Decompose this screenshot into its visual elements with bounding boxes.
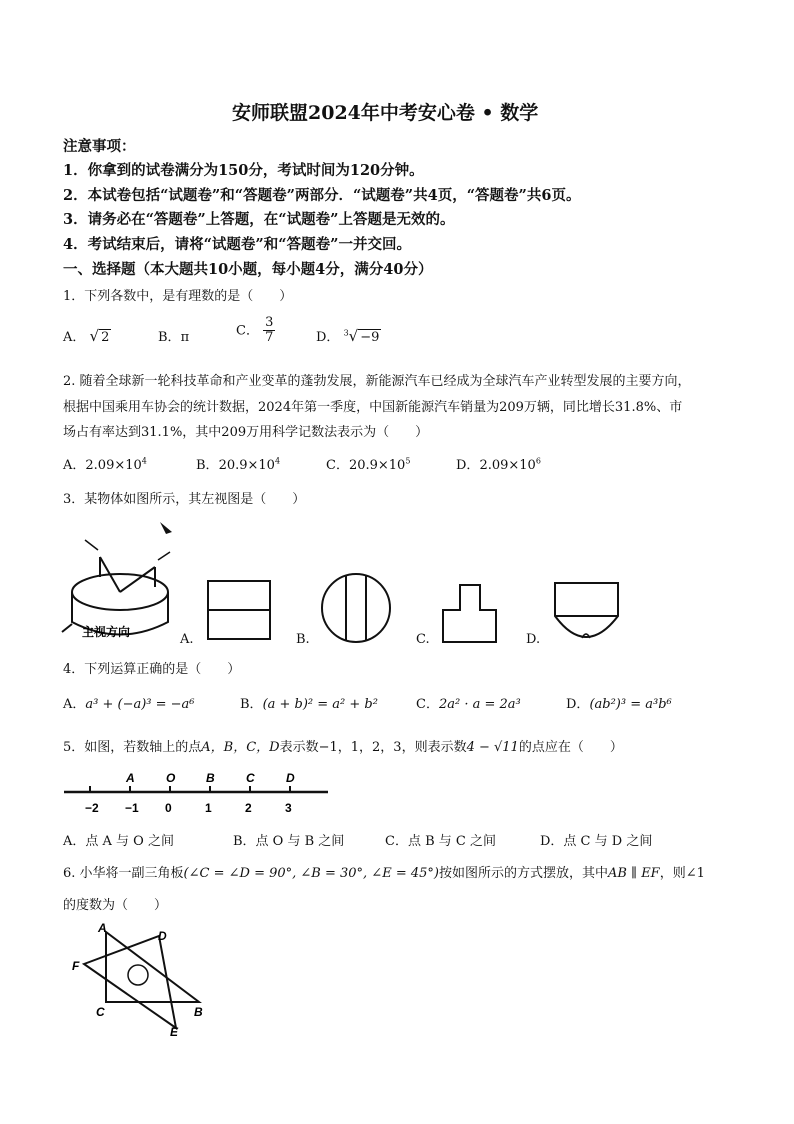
q5-option-c: C．点 B 与 C 之间 xyxy=(385,834,496,849)
number-line-tick-label: 0 xyxy=(165,801,172,815)
q2-option-c: C．$20.9\times 10^5$ xyxy=(326,456,411,473)
number-line-tick-label: −1 xyxy=(125,801,139,815)
number-line-point-label: C xyxy=(246,771,255,785)
q5-option-b: B．点 O 与 B 之间 xyxy=(233,834,345,849)
number-line-tick-label: 1 xyxy=(205,801,212,815)
q2-stem-line-1: 2. 随着全球新一轮科技革命和产业变革的蓬勃发展，新能源汽车已经成为全球汽车产业转型发展的主要方向， xyxy=(63,374,691,389)
q6-label-d: D xyxy=(158,929,167,943)
q6-label-b: B xyxy=(194,1005,203,1019)
q6-label-e: E xyxy=(170,1025,179,1038)
q3-option-b-figure xyxy=(318,570,394,646)
q2-option-d: D．$2.09\times 10^6$ xyxy=(456,456,541,473)
number-line-point-label: D xyxy=(286,771,295,785)
q3-option-c-figure xyxy=(440,582,500,646)
q1-option-c: C． $\frac{3}{7}$ xyxy=(236,315,274,346)
q2-stem-line-3: 场占有率达到31.1%，其中209万用科学记数法表示为（ ） xyxy=(63,425,429,440)
q1-option-a: A． √ 2 xyxy=(63,327,110,345)
q5-stem: 5．如图，若数轴上的点A，B，C，D表示数−1，1，2，3，则表示数4 − √11的点应在（ ） xyxy=(63,740,623,755)
number-line-tick-label: −2 xyxy=(85,801,99,815)
q1-stem: 1．下列各数中，是有理数的是（ ） xyxy=(63,289,293,304)
q3-option-c-label: C. xyxy=(416,632,430,647)
section-heading-choice: 一、选择题（本大题共10小题，每小题4分，满分40分） xyxy=(63,261,433,278)
q3-option-d-figure xyxy=(552,580,622,646)
notice-heading: 注意事项： xyxy=(63,138,136,155)
q2-option-b: B．$20.9\times 10^4$ xyxy=(196,456,281,473)
notice-item-3: 3．请务必在“答题卷”上答题，在“试题卷”上答题是无效的。 xyxy=(63,211,455,228)
q4-stem: 4．下列运算正确的是（ ） xyxy=(63,662,241,677)
notice-item-4: 4．考试结束后，请将“试题卷”和“答题卷”一并交回。 xyxy=(63,236,411,253)
q6-label-f: F xyxy=(72,959,80,973)
q3-option-d-label: D. xyxy=(526,632,541,647)
number-line-point-label: A xyxy=(126,771,135,785)
q1-option-d: D． $^3$√ −9 xyxy=(316,327,380,345)
q6-label-a: A xyxy=(98,921,107,935)
q4-option-c: C．2a² · a = 2a³ xyxy=(416,697,521,712)
q6-stem-line-2: 的度数为（ ） xyxy=(63,898,168,913)
q5-number-line xyxy=(62,770,332,818)
q3-option-b-label: B. xyxy=(296,632,310,647)
number-line-tick-label: 3 xyxy=(285,801,292,815)
q4-option-b: B．(a + b)² = a² + b² xyxy=(240,697,378,712)
q2-option-a: A．$2.09\times 10^4$ xyxy=(63,456,147,473)
q4-option-a: A．a³ + (−a)³ = −a⁶ xyxy=(63,697,195,712)
q5-option-a: A．点 A 与 O 之间 xyxy=(63,834,174,849)
notice-item-1: 1．你拿到的试卷满分为150分，考试时间为120分钟。 xyxy=(63,162,424,179)
q4-option-d: D．(ab²)³ = a³b⁶ xyxy=(566,697,672,712)
q1-option-b: B．π xyxy=(158,330,190,345)
number-line-point-label: O xyxy=(166,771,176,785)
notice-item-2: 2．本试卷包括“试题卷”和“答题卷”两部分．“试题卷”共4页，“答题卷”共6页。 xyxy=(63,187,581,204)
q3-object-figure xyxy=(60,512,190,647)
q3-option-a-label: A. xyxy=(180,632,194,647)
q3-stem: 3．某物体如图所示，其左视图是（ ） xyxy=(63,492,306,507)
number-line-tick-label: 2 xyxy=(245,801,252,815)
number-line-point-label: B xyxy=(206,771,215,785)
q3-view-direction-label: 主视方向 xyxy=(82,625,131,639)
q6-triangles-figure xyxy=(64,918,214,1038)
q5-option-d: D．点 C 与 D 之间 xyxy=(540,834,653,849)
q6-stem-line-1: 6. 小华将一副三角板(∠C = ∠D = 90°, ∠B = 30°, ∠E = 45°)按如图所示的方式摆放，其中AB ∥ EF，则∠1 xyxy=(63,866,705,881)
q2-stem-line-2: 根据中国乘用车协会的统计数据，2024年第一季度，中国新能源汽车销量为209万辆，同比增长31.8%、市 xyxy=(63,400,683,415)
q3-option-a-figure xyxy=(205,578,275,644)
page-title: 安师联盟2024年中考安心卷 • 数学 xyxy=(232,102,539,124)
q6-label-c: C xyxy=(96,1005,105,1019)
